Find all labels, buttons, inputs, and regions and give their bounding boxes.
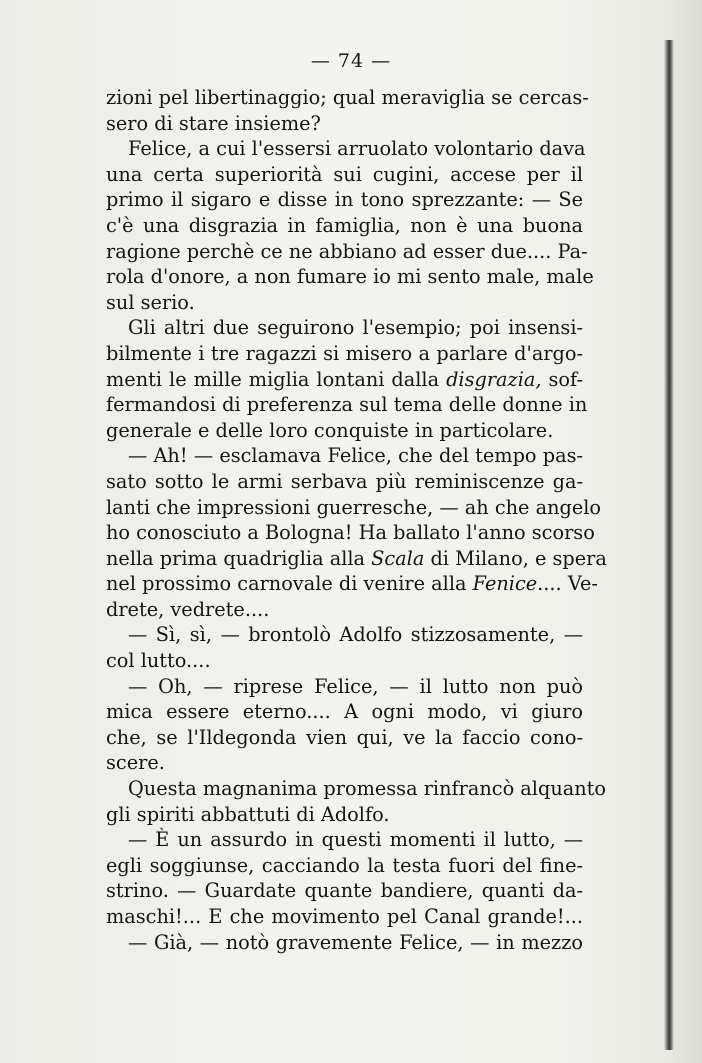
text-line: maschi!... E che movimento pel Canal grande!... — [106, 905, 583, 928]
text-line: Questa magnanima promessa rinfrancò alquanto — [128, 777, 607, 801]
text-line: egli soggiunse, cacciando la testa fuori del fine- — [106, 853, 583, 877]
text-line: drete, vedrete.... — [106, 597, 270, 621]
text-line: — Ah! — esclamava Felice, che del tempo pas- — [128, 444, 583, 468]
text-line: Felice, a cui l'essersi arruolato volontario dava — [128, 137, 586, 161]
text-line: fermandosi di preferenza sul tema delle donne in — [106, 393, 588, 417]
text-line: primo il sigaro e disse in tono sprezzante: — Se — [106, 188, 583, 212]
text-line: ho conosciuto a Bologna! Ha ballato l'anno scorso — [106, 521, 595, 545]
text-line: mica essere eterno.... A ogni modo, vi giuro — [106, 700, 583, 724]
text-line: col lutto.... — [106, 649, 211, 673]
text-line: che, se l'Ildegonda vien qui, ve la faccio cono- — [106, 725, 583, 749]
text-line: Gli altri due seguirono l'esempio; poi insensi- — [128, 316, 583, 340]
text-line: — Oh, — riprese Felice, — il lutto non può — [128, 674, 583, 698]
text-line: sul serio. — [106, 290, 195, 314]
italic-word: Scala — [371, 546, 425, 570]
text-line: lanti che impressioni guerresche, — ah che angelo — [106, 495, 602, 519]
text-line: zioni pel libertinaggio; qual meraviglia se cercas- — [106, 86, 589, 109]
text-line: sato sotto le armi serbava più reminiscenze ga- — [106, 469, 583, 493]
text-line: bilmente i tre ragazzi si misero a parlare d'argo- — [106, 341, 583, 365]
text-line: generale e delle loro conquiste in particolare. — [106, 418, 554, 442]
binding-edge — [664, 40, 674, 1050]
text-line: nella prima quadriglia alla Scala di Milano, e spera — [106, 546, 607, 570]
text-line: — Sì, sì, — brontolò Adolfo stizzosamente, — — [128, 623, 583, 647]
page-number: — 74 — — [310, 50, 392, 72]
text-line: una certa superiorità sui cugini, accese per il — [106, 162, 583, 186]
text-line: scere. — [106, 751, 165, 775]
text-line: rola d'onore, a non fumare io mi sento male, male — [106, 265, 594, 289]
text-line: menti le mille miglia lontani dalla disgrazia, sof- — [106, 367, 583, 391]
italic-word: disgrazia, — [446, 367, 542, 391]
text-line: c'è una disgrazia in famiglia, non è una buona — [106, 213, 583, 237]
text-line: — Già, — notò gravemente Felice, — in mezzo — [128, 930, 583, 954]
text-line: sero di stare insieme? — [106, 111, 321, 135]
italic-word: Fenice — [472, 572, 538, 596]
text-line: ragione perchè ce ne abbiano ad esser due.... Pa- — [106, 239, 588, 263]
text-line: strino. — Guardate quante bandiere, quanti da- — [106, 879, 583, 903]
text-line: nel prossimo carnovale di venire alla Fenice.... Ve- — [106, 572, 598, 596]
text-line: gli spiriti abbattuti di Adolfo. — [106, 802, 390, 826]
text-line: — È un assurdo in questi momenti il lutto, — — [128, 828, 583, 852]
body-text — [106, 85, 607, 955]
